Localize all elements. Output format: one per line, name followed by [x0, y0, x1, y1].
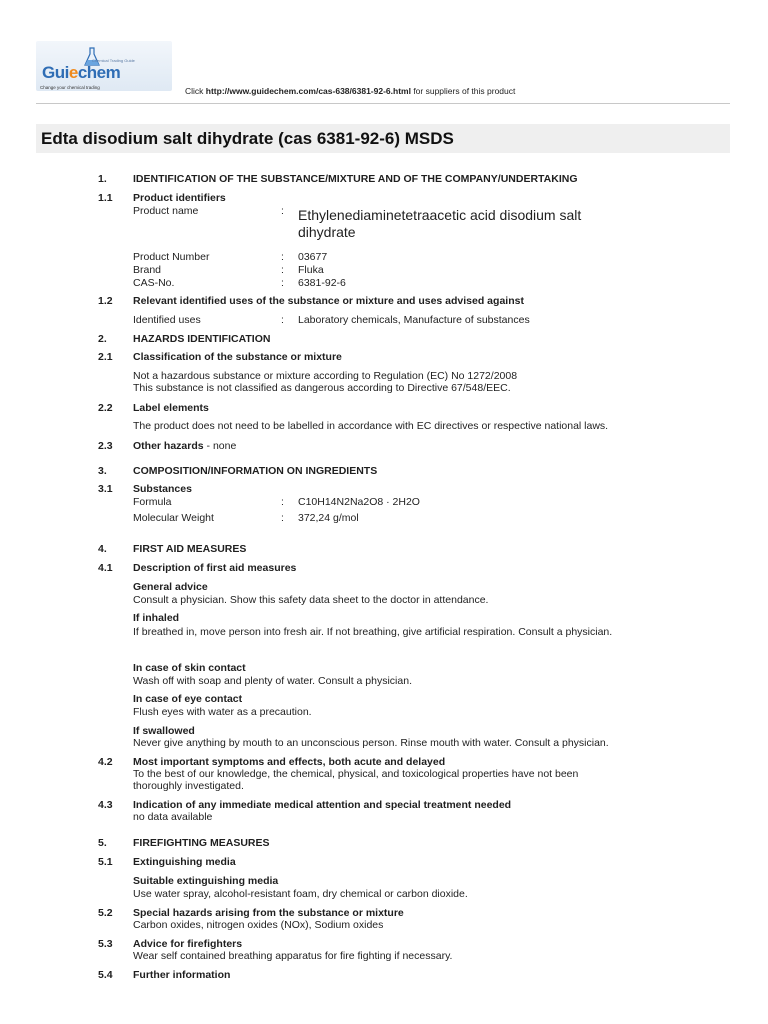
subsection-number: 3.1 [98, 483, 113, 495]
logo-slogan: Change your chemical trading [40, 85, 100, 90]
field-label: Product name [133, 205, 199, 217]
subsection-number: 2.3 [98, 440, 113, 452]
guidechem-logo[interactable] [36, 41, 172, 91]
section-heading: FIRST AID MEASURES [133, 543, 247, 555]
body-text: Wear self contained breathing apparatus for fire fighting if necessary. [133, 950, 453, 962]
section-number: 4. [98, 543, 107, 555]
subsection-number: 2.2 [98, 402, 113, 414]
field-colon: : [281, 277, 284, 289]
product-name-value: Ethylenediaminetetraacetic acid disodium salt [298, 207, 582, 223]
supplier-link[interactable]: http://www.guidechem.com/cas-638/6381-92-6.html [205, 86, 411, 96]
subsection-heading: Extinguishing media [133, 856, 236, 868]
subsection-heading: Further information [133, 969, 231, 981]
subsection-number: 5.3 [98, 938, 113, 950]
section-heading: FIREFIGHTING MEASURES [133, 837, 270, 849]
advice-heading: General advice [133, 581, 208, 593]
subsection-number: 5.1 [98, 856, 113, 868]
field-colon: : [281, 251, 284, 263]
body-text: This substance is not classified as dangerous according to Directive 67/548/EEC. [133, 382, 511, 394]
section-number: 5. [98, 837, 107, 849]
field-label: Formula [133, 496, 172, 508]
field-label: Molecular Weight [133, 512, 214, 524]
subsection-heading: Classification of the substance or mixture [133, 351, 342, 363]
subsection-heading: Relevant identified uses of the substance or mixture and uses advised against [133, 295, 524, 307]
product-number-value: 03677 [298, 251, 328, 263]
section-heading: COMPOSITION/INFORMATION ON INGREDIENTS [133, 465, 378, 477]
advice-heading: If swallowed [133, 725, 195, 737]
body-text: If breathed in, move person into fresh air. If not breathing, give artificial respiration. Consult a physician. [133, 626, 613, 638]
section-number: 1. [98, 173, 107, 185]
cas-value: 6381-92-6 [298, 277, 346, 289]
subsection-heading: Indication of any immediate medical attention and special treatment needed [133, 799, 512, 811]
brand-value: Fluka [298, 264, 324, 276]
subsection-heading: Most important symptoms and effects, both acute and delayed [133, 756, 446, 768]
subsection-heading: Label elements [133, 402, 209, 414]
field-colon: : [281, 264, 284, 276]
subsection-number: 1.2 [98, 295, 113, 307]
body-text: Wash off with soap and plenty of water. Consult a physician. [133, 675, 412, 687]
advice-heading: If inhaled [133, 612, 180, 624]
field-label: Brand [133, 264, 162, 276]
body-text: Use water spray, alcohol-resistant foam, dry chemical or carbon dioxide. [133, 888, 468, 900]
body-text: To the best of our knowledge, the chemical, physical, and toxicological properties have not been [133, 768, 579, 780]
subsection-heading: Product identifiers [133, 192, 226, 204]
body-text: no data available [133, 811, 213, 823]
subsection-heading: Description of first aid measures [133, 562, 297, 574]
body-text: Not a hazardous substance or mixture according to Regulation (EC) No 1272/2008 [133, 370, 518, 382]
advice-heading: Suitable extinguishing media [133, 875, 279, 887]
subsection-number: 2.1 [98, 351, 113, 363]
section-number: 2. [98, 333, 107, 345]
field-colon: : [281, 205, 284, 217]
section-heading: IDENTIFICATION OF THE SUBSTANCE/MIXTURE AND OF THE COMPANY/UNDERTAKING [133, 173, 578, 185]
advice-heading: In case of eye contact [133, 693, 243, 705]
section-heading: HAZARDS IDENTIFICATION [133, 333, 271, 345]
field-label: Identified uses [133, 314, 201, 326]
subsection-number: 1.1 [98, 192, 113, 204]
supplier-link-line: Click http://www.guidechem.com/cas-638/6381-92-6.html for suppliers of this product [185, 86, 516, 96]
subsection-heading: Substances [133, 483, 192, 495]
subsection-number: 4.2 [98, 756, 113, 768]
product-name-value-cont: dihydrate [298, 224, 356, 240]
page-title: Edta disodium salt dihydrate (cas 6381-92-6) MSDS [41, 129, 454, 148]
field-colon: : [281, 512, 284, 524]
body-text: Consult a physician. Show this safety data sheet to the doctor in attendance. [133, 594, 489, 606]
advice-heading: In case of skin contact [133, 662, 246, 674]
subsection-heading: Advice for firefighters [133, 938, 243, 950]
logo-tagline: Chemical Trading Guide [92, 58, 135, 63]
identified-uses-value: Laboratory chemicals, Manufacture of substances [298, 314, 530, 326]
header-divider [36, 103, 730, 104]
molecular-weight-value: 372,24 g/mol [298, 512, 359, 524]
subsection-number: 4.1 [98, 562, 113, 574]
body-text: Never give anything by mouth to an unconscious person. Rinse mouth with water. Consult a physician. [133, 737, 609, 749]
subsection-number: 5.2 [98, 907, 113, 919]
field-label: CAS-No. [133, 277, 175, 289]
field-colon: : [281, 314, 284, 326]
subsection-line: Other hazards - none [133, 440, 237, 452]
formula-value: C10H14N2Na2O8 · 2H2O [298, 496, 420, 508]
body-text: The product does not need to be labelled in accordance with EC directives or respective national laws. [133, 420, 609, 432]
subsection-heading: Special hazards arising from the substance or mixture [133, 907, 404, 919]
subsection-number: 4.3 [98, 799, 113, 811]
body-text: Carbon oxides, nitrogen oxides (NOx), Sodium oxides [133, 919, 384, 931]
section-number: 3. [98, 465, 107, 477]
body-text: Flush eyes with water as a precaution. [133, 706, 312, 718]
subsection-number: 5.4 [98, 969, 113, 981]
field-label: Product Number [133, 251, 210, 263]
logo-wordmark: Guiechem [42, 63, 121, 82]
body-text: thoroughly investigated. [133, 780, 244, 792]
field-colon: : [281, 496, 284, 508]
